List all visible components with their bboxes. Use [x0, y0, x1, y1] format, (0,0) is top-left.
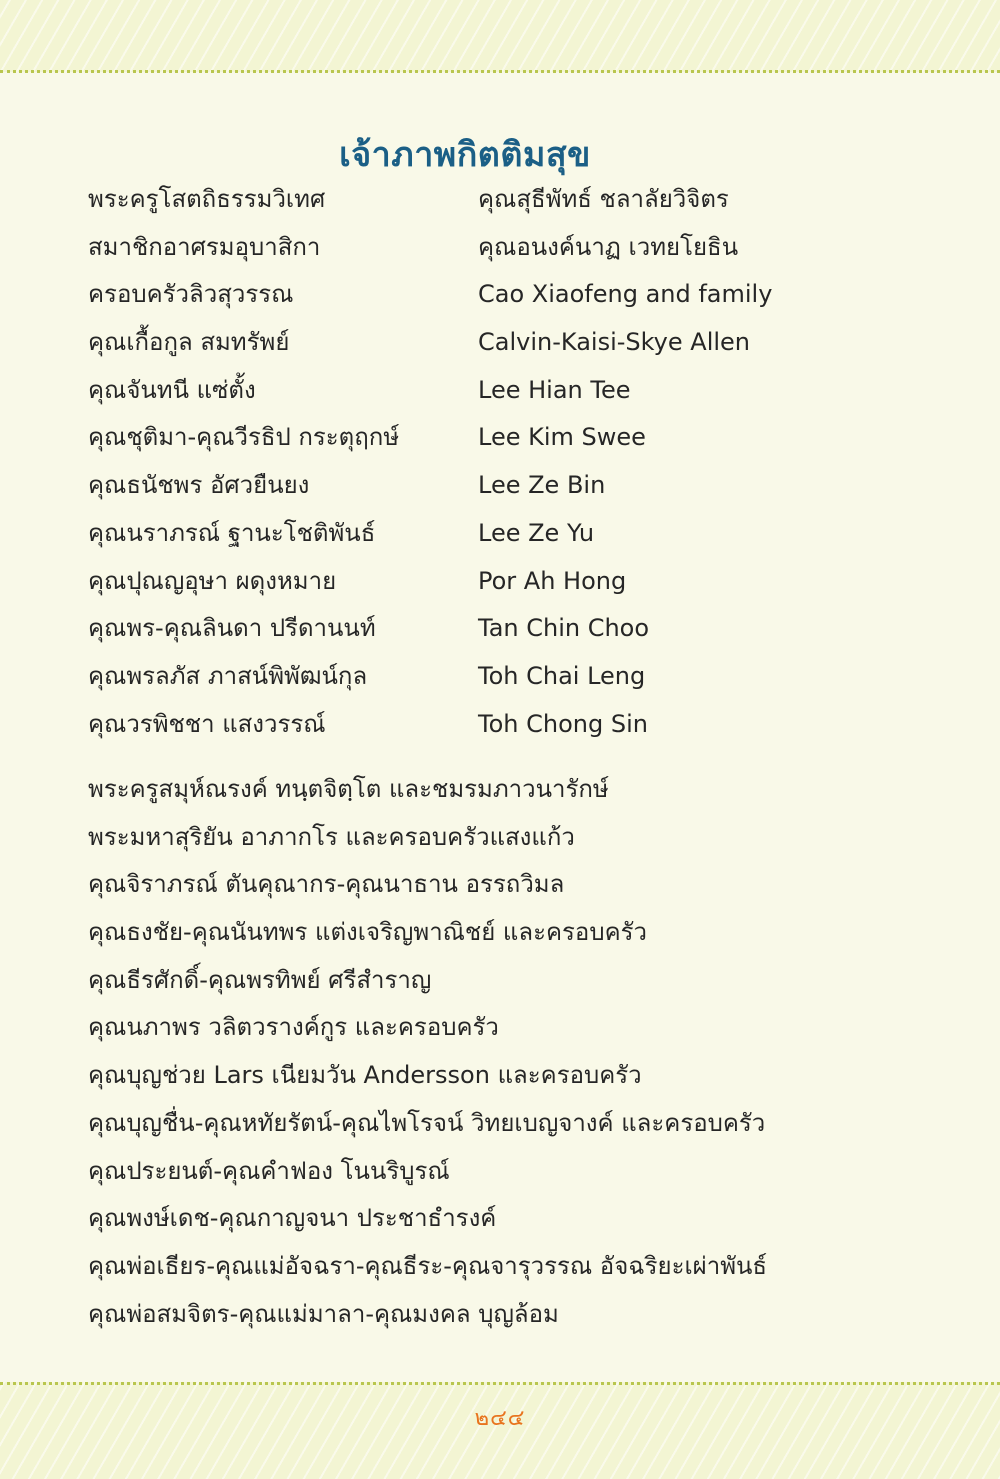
- page-title: เจ้าภาพกิตติมสุข: [339, 134, 591, 175]
- list-item: พระครูโสตถิธรรมวิเทศ: [88, 185, 326, 213]
- list-item: คุณพรลภัส ภาสน์พิพัฒน์กุล: [88, 661, 368, 690]
- list-item: คุณพ่อเธียร-คุณแม่อัจฉรา-คุณธีระ-คุณจารุวรรณ อัจฉริยะเผ่าพันธ์: [88, 1251, 768, 1280]
- list-item: คุณจิราภรณ์ ตันคุณากร-คุณนาธาน อรรถวิมล: [88, 870, 565, 899]
- top-dotted-divider: [0, 70, 1000, 73]
- list-item: สมาชิกอาศรมอุบาสิกา: [88, 232, 321, 261]
- list-item: คุณนภาพร วลิตวรางค์กูร และครอบครัว: [88, 1013, 499, 1042]
- list-item: Lee Ze Yu: [478, 518, 595, 547]
- list-item: คุณธนัชพร อัศวยืนยง: [88, 471, 310, 500]
- list-item: คุณธงชัย-คุณนันทพร แต่งเจริญพาณิชย์ และครอบครัว: [88, 918, 647, 947]
- page-number: ๒๔๔: [474, 1406, 526, 1431]
- bottom-dotted-divider: [0, 1382, 1000, 1385]
- list-item: คุณวรพิชชา แสงวรรณ์: [88, 709, 326, 738]
- list-item: คุณพ่อสมจิตร-คุณแม่มาลา-คุณมงคล บุญล้อม: [88, 1299, 559, 1328]
- list-item: คุณอนงค์นาฏ เวทยโยธิน: [478, 232, 739, 261]
- list-item: คุณประยนต์-คุณคำฟอง โนนริบูรณ์: [88, 1156, 450, 1185]
- list-item: Toh Chai Leng: [478, 661, 646, 690]
- right-donor-list: [478, 176, 772, 748]
- list-item: คุณพร-คุณลินดา ปรีดานนท์: [88, 614, 376, 643]
- donor-columns: [88, 176, 908, 752]
- list-item: คุณบุญช่วย Lars เนียมวัน Andersson และครอบครัว: [88, 1061, 642, 1090]
- list-item: ครอบครัวลิวสุวรรณ: [88, 280, 294, 309]
- list-item: Lee Ze Bin: [478, 471, 606, 500]
- list-item: Por Ah Hong: [478, 566, 627, 595]
- list-item: Lee Hian Tee: [478, 375, 631, 404]
- list-item: คุณชุติมา-คุณวีรธิป กระตุฤกษ์: [88, 423, 400, 452]
- list-item: คุณสุธีพัทธ์ ชลาลัยวิจิตร: [478, 185, 729, 213]
- list-item: คุณพงษ์เดช-คุณกาญจนา ประชาธำรงค์: [88, 1204, 497, 1233]
- list-item: คุณบุญชื่น-คุณหทัยรัตน์-คุณไพโรจน์ วิทยเบญจางค์ และครอบครัว: [88, 1108, 766, 1137]
- list-item: Toh Chong Sin: [478, 709, 648, 738]
- list-item: Calvin-Kaisi-Skye Allen: [478, 328, 751, 357]
- full-width-donor-list: [88, 766, 948, 1338]
- list-item: คุณธีรศักดิ์-คุณพรทิพย์ ศรีสำราญ: [88, 965, 432, 994]
- list-item: พระมหาสุริยัน อาภากโร และครอบครัวแสงแก้ว: [88, 822, 575, 851]
- list-item: คุณนราภรณ์ ฐานะโชติพันธ์: [88, 518, 376, 547]
- list-item: คุณจันทนี แซ่ตั้ง: [88, 375, 256, 404]
- left-donor-list: [88, 176, 399, 748]
- list-item: Cao Xiaofeng and family: [478, 280, 773, 309]
- list-item: คุณปุณญอุษา ผดุงหมาย: [88, 566, 337, 595]
- list-item: Tan Chin Choo: [478, 614, 650, 643]
- list-item: Lee Kim Swee: [478, 423, 646, 452]
- list-item: คุณเกื้อกูล สมทรัพย์: [88, 328, 290, 357]
- list-item: พระครูสมุห์ณรงค์ ทนฺตจิตฺโต และชมรมภาวนารักษ์: [88, 775, 609, 803]
